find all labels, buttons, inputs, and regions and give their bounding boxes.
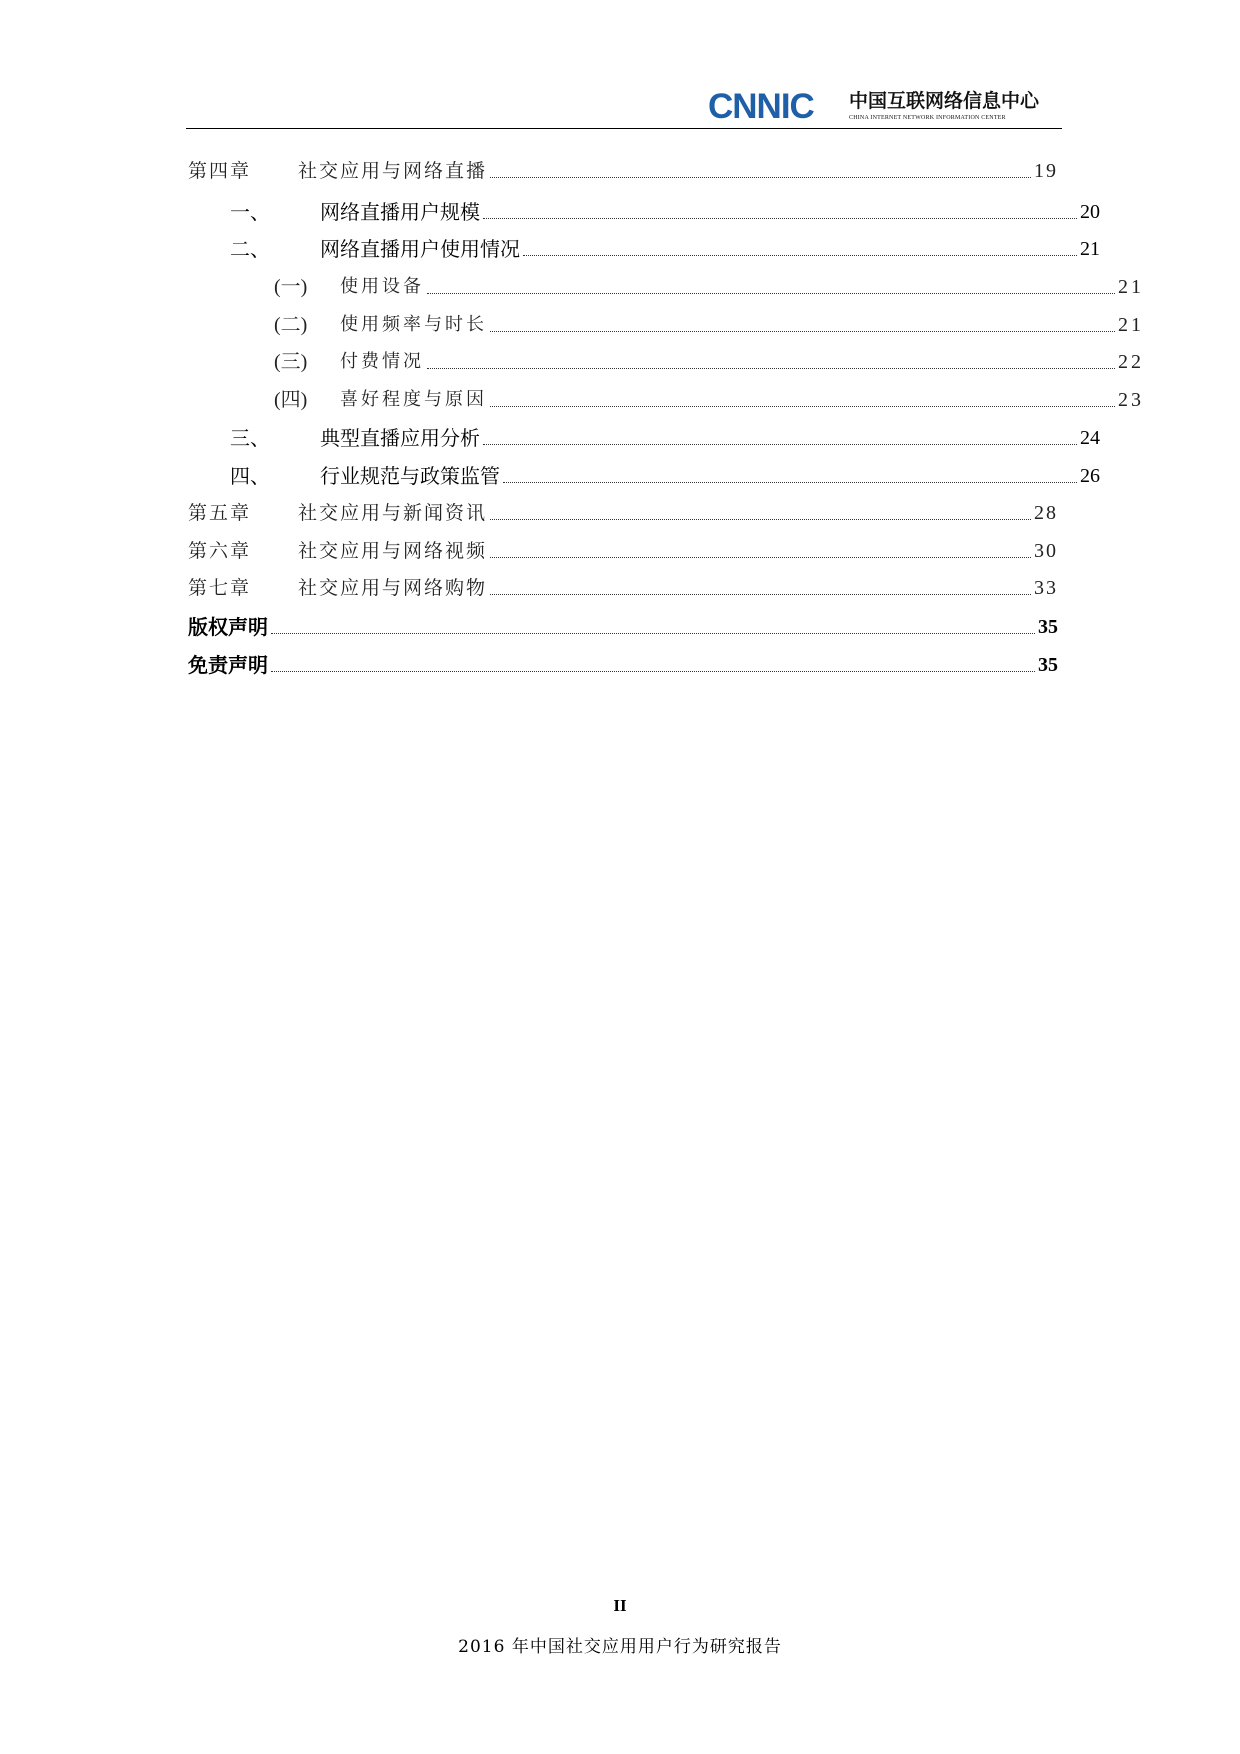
- toc-entry-title: 典型直播应用分析: [320, 426, 480, 450]
- toc-entry[interactable]: [188, 306, 1144, 340]
- org-name-english: CHINA INTERNET NETWORK INFORMATION CENTER: [849, 115, 1006, 121]
- toc-entry[interactable]: [188, 381, 1144, 415]
- toc-entry[interactable]: [188, 419, 1100, 453]
- toc-entry-page: 26: [1080, 465, 1100, 487]
- toc-entry-number: 第五章: [188, 502, 252, 524]
- toc-entry-page: 30: [1034, 540, 1058, 562]
- toc-entry-title: 网络直播用户使用情况: [320, 237, 520, 261]
- toc-entry-title: 使用设备: [340, 276, 424, 297]
- toc-entry-title: 免责声明: [188, 653, 268, 677]
- toc-entry-number: (一): [274, 276, 308, 298]
- toc-entry-page: 24: [1080, 427, 1100, 449]
- toc-entry[interactable]: [188, 608, 1058, 642]
- toc-entry[interactable]: [188, 230, 1100, 264]
- toc-entry-number: 三、: [230, 426, 270, 450]
- toc-entry-number: (四): [274, 389, 308, 411]
- toc-entry-title: 使用频率与时长: [340, 314, 487, 335]
- toc-entry[interactable]: [188, 494, 1058, 528]
- toc-entry-page: 33: [1034, 577, 1058, 599]
- toc-dot-leader: [490, 518, 1031, 520]
- header-divider: [186, 128, 1062, 129]
- toc-entry-number: 四、: [230, 464, 270, 488]
- toc-entry-page: 19: [1034, 160, 1058, 182]
- toc-entry-number: 第四章: [188, 160, 252, 182]
- toc-dot-leader: [490, 556, 1031, 558]
- toc-entry-page: 35: [1038, 654, 1058, 676]
- page-number: II: [613, 1596, 627, 1615]
- toc-entry-number: 第六章: [188, 540, 252, 562]
- toc-dot-leader: [523, 254, 1077, 256]
- toc-entry-title: 社交应用与网络视频: [298, 540, 488, 562]
- toc-dot-leader: [503, 481, 1077, 483]
- toc-entry-title: 喜好程度与原因: [340, 389, 487, 410]
- toc-entry[interactable]: [188, 532, 1058, 566]
- toc-entry-page: 28: [1034, 502, 1058, 524]
- page-header: [186, 84, 1062, 129]
- toc-dot-leader: [490, 176, 1031, 178]
- toc-entry-title: 版权声明: [188, 615, 268, 639]
- toc-dot-leader: [490, 330, 1115, 332]
- toc-dot-leader: [271, 670, 1035, 672]
- toc-entry[interactable]: [188, 268, 1144, 302]
- toc-entry-number: (三): [274, 351, 308, 373]
- toc-entry-page: 35: [1038, 616, 1058, 638]
- cnnic-logo: CNNIC: [708, 87, 814, 126]
- toc-entry-title: 社交应用与网络购物: [298, 577, 488, 599]
- toc-entry[interactable]: [188, 343, 1144, 377]
- toc-entry-number: 第七章: [188, 577, 252, 599]
- toc-dot-leader: [427, 367, 1115, 369]
- toc-dot-leader: [483, 443, 1077, 445]
- toc-entry-title: 社交应用与网络直播: [298, 160, 488, 182]
- toc-entry-page: 20: [1080, 201, 1100, 223]
- org-name-chinese: 中国互联网络信息中心: [849, 90, 1040, 112]
- toc-entry-number: 一、: [230, 200, 270, 224]
- toc-entry-page: 21: [1118, 276, 1144, 298]
- toc-entry-page: 21: [1118, 314, 1144, 336]
- toc-entry-number: (二): [274, 314, 308, 336]
- toc-entry-title: 社交应用与新闻资讯: [298, 502, 488, 524]
- toc-entry[interactable]: [188, 569, 1058, 603]
- toc-entry[interactable]: [188, 193, 1100, 227]
- toc-entry[interactable]: [188, 152, 1058, 186]
- toc-entry-page: 22: [1118, 351, 1144, 373]
- footer-report-title: 2016 年中国社交应用用户行为研究报告: [458, 1637, 782, 1657]
- toc-dot-leader: [427, 292, 1115, 294]
- toc-entry-page: 23: [1118, 389, 1144, 411]
- toc-entry-title: 行业规范与政策监管: [320, 464, 500, 488]
- toc-dot-leader: [490, 405, 1115, 407]
- toc-entry[interactable]: [188, 646, 1058, 680]
- toc-dot-leader: [490, 593, 1031, 595]
- toc-entry-page: 21: [1080, 238, 1100, 260]
- toc-entry-title: 网络直播用户规模: [320, 200, 480, 224]
- toc-entry-number: 二、: [230, 237, 270, 261]
- toc-entry[interactable]: [188, 457, 1100, 491]
- toc-dot-leader: [483, 217, 1077, 219]
- toc-entry-title: 付费情况: [340, 351, 424, 372]
- toc-dot-leader: [271, 632, 1035, 634]
